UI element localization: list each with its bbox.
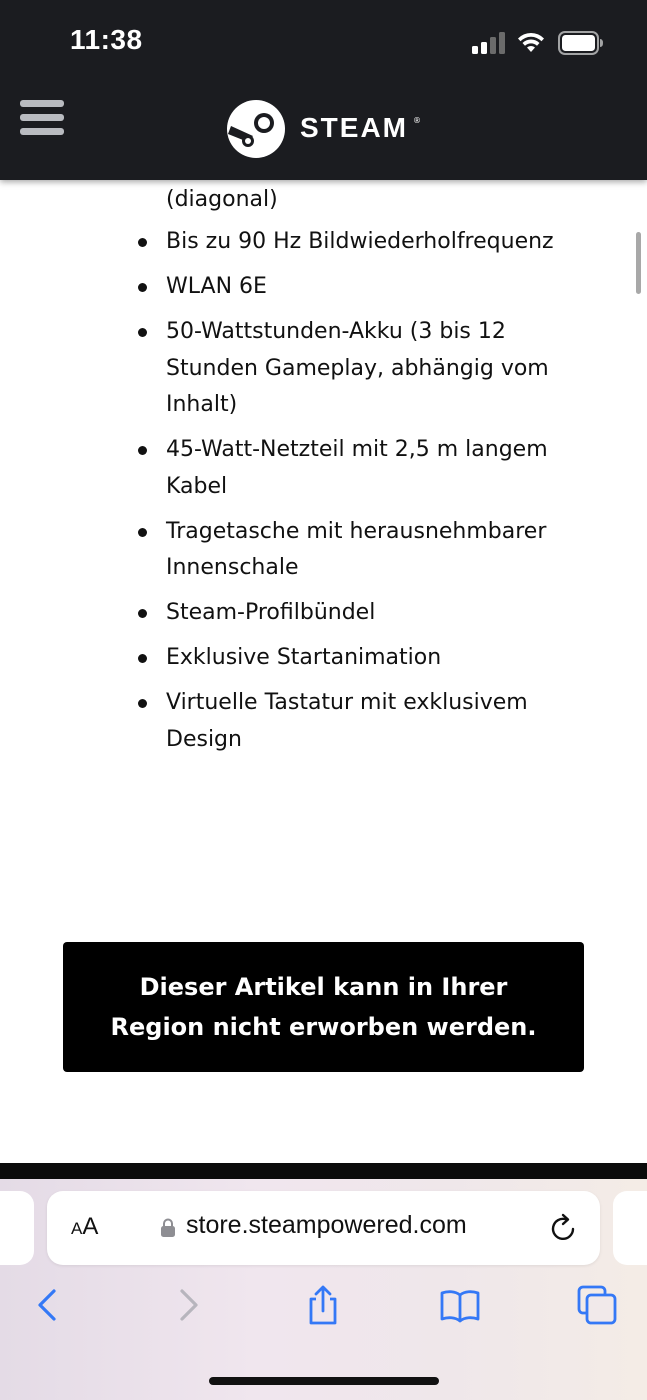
steam-logo[interactable] <box>226 98 422 160</box>
tabs-icon[interactable] <box>577 1285 617 1325</box>
browser-toolbar <box>0 1179 647 1400</box>
feature-item: 50-Wattstunden-Akku (3 bis 12 Stunden Gameplay, abhängig vom Inhalt) <box>166 314 566 424</box>
status-time: 11:38 <box>70 24 143 55</box>
next-tab-card[interactable] <box>613 1191 647 1265</box>
steam-logo-text: STEAM <box>300 112 408 143</box>
home-indicator[interactable] <box>209 1377 439 1385</box>
feature-item: Bis zu 90 Hz Bildwiederholfrequenz <box>166 224 566 261</box>
reload-icon[interactable] <box>549 1213 579 1243</box>
forward-icon[interactable] <box>168 1285 208 1325</box>
feature-item: WLAN 6E <box>166 269 566 306</box>
app-header <box>0 0 647 180</box>
feature-fragment: (diagonal) <box>166 187 278 212</box>
menu-icon[interactable] <box>20 100 64 136</box>
page-content <box>0 180 647 1163</box>
share-icon[interactable] <box>303 1285 343 1325</box>
page-footer-edge <box>0 1163 647 1179</box>
scrollbar[interactable] <box>636 232 641 294</box>
steam-logo-icon <box>226 98 288 160</box>
previous-tab-card[interactable] <box>0 1191 34 1265</box>
feature-list <box>166 224 566 767</box>
address-bar[interactable] <box>47 1191 600 1265</box>
bookmarks-icon[interactable] <box>440 1285 480 1325</box>
feature-item: Exklusive Startanimation <box>166 640 566 677</box>
battery-icon <box>558 31 604 55</box>
lock-icon <box>160 1218 176 1238</box>
feature-item: Steam-Profilbündel <box>166 595 566 632</box>
feature-item: Tragetasche mit herausnehmbarer Innenschale <box>166 514 566 587</box>
feature-item: 45-Watt-Netzteil mit 2,5 m langem Kabel <box>166 432 566 505</box>
feature-item: Virtuelle Tastatur mit exklusivem Design <box>166 685 566 758</box>
wifi-icon <box>516 30 546 54</box>
cellular-signal-icon <box>472 32 506 54</box>
url-text[interactable]: store.steampowered.com <box>186 1211 467 1239</box>
region-unavailable-notice: Dieser Artikel kann in Ihrer Region nicht erworben werden. <box>63 942 584 1072</box>
text-size-button[interactable]: AA <box>71 1213 99 1240</box>
steam-registered-mark: ® <box>413 116 421 125</box>
back-icon[interactable] <box>28 1285 68 1325</box>
